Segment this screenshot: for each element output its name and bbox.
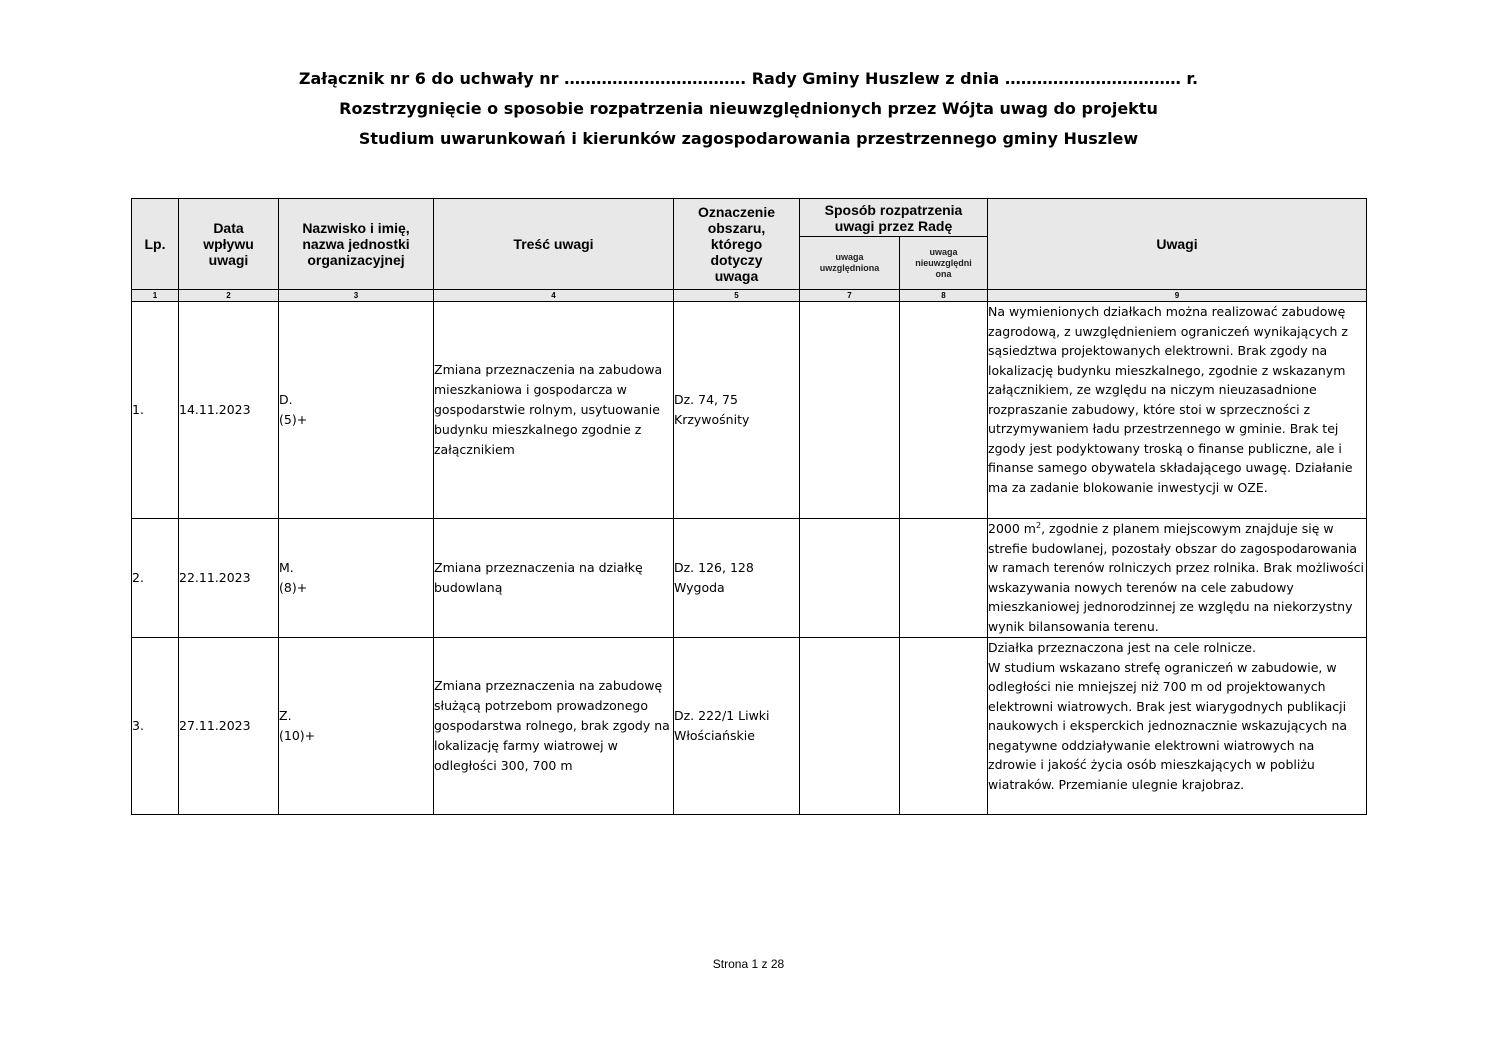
- remarks-area-unit-exp: 2: [1035, 520, 1042, 530]
- cell-remarks: [988, 519, 1367, 638]
- document-header: [0, 64, 1497, 154]
- name-text: Z.: [279, 708, 292, 723]
- table-row: [132, 638, 1367, 815]
- attachment-title: Załącznik nr 6 do uchwały nr ……………………………. Rady Gminy Huszlew z dnia …………………………… r.: [298, 69, 1199, 88]
- table-row: [132, 519, 1367, 638]
- cell-name: [279, 519, 434, 638]
- name-ref: (5)+: [279, 412, 308, 427]
- name-ref: (10)+: [279, 728, 316, 743]
- cell-accepted: [800, 519, 900, 638]
- header-area: Oznaczenie obszaru, którego dotyczy uwaga: [674, 199, 800, 290]
- cell-rejected: [900, 519, 988, 638]
- page-number: Strona 1 z 28: [712, 957, 785, 971]
- cell-area: Dz. 222/1 Liwki Włościańskie: [674, 638, 800, 815]
- cell-rejected: [900, 302, 988, 519]
- table-row: [132, 302, 1367, 519]
- cell-area: Dz. 126, 128 Wygoda: [674, 519, 800, 638]
- column-numbers-row: [132, 290, 1367, 302]
- cell-date: 22.11.2023: [179, 519, 279, 638]
- decision-title: Rozstrzygnięcie o sposobie rozpatrzenia nieuwzględnionych przez Wójta uwag do projektu: [339, 99, 1158, 118]
- header-content: Treść uwagi: [434, 199, 674, 290]
- remarks-text-2: W studium wskazano strefę ograniczeń w zabudowie, w odległości nie mniejszej niż 700 m od projektowanych elektrowni wiatrowych. Brak jest wiarygodnych publikacji naukowych i eksperckich jednoznacznie wskazujących na negatywne oddziaływanie elektrowni wiatrowych na zdrowie i jakość życia osób mieszkających w pobliżu wiatraków. Przemianie ulegnie krajobraz.: [988, 659, 1348, 792]
- remarks-area-value: 2000 m: [988, 521, 1036, 536]
- study-title: Studium uwarunkowań i kierunków zagospodarowania przestrzennego gminy Huszlew: [358, 129, 1139, 148]
- header-remarks: Uwagi: [988, 199, 1367, 290]
- header-name: Nazwisko i imię, nazwa jednostki organizacyjnej: [279, 199, 434, 290]
- name-text: M.: [279, 560, 294, 575]
- cell-accepted: [800, 302, 900, 519]
- header-row: [132, 199, 1367, 237]
- cell-content: Zmiana przeznaczenia na zabudowę służącą potrzebom prowadzonego gospodarstwa rolnego, brak zgody na lokalizację farmy wiatrowej w odległości 300, 700 m: [434, 638, 674, 815]
- header-lp: Lp.: [132, 199, 179, 290]
- column-number: 5: [674, 290, 800, 302]
- column-number: 2: [179, 290, 279, 302]
- cell-content: Zmiana przeznaczenia na działkę budowlaną: [434, 519, 674, 638]
- cell-lp: 3.: [132, 638, 179, 815]
- cell-accepted: [800, 638, 900, 815]
- header-date: Data wpływu uwagi: [179, 199, 279, 290]
- cell-remarks: Na wymienionych działkach można realizować zabudowę zagrodową, z uwzględnieniem ograniczeń wynikających z sąsiedztwa projektowanych elektrowni. Brak zgody na lokalizację budynku mieszkalnego, zgodnie z wskazanym załącznikiem, ze względu na niczym nieuzasadnione rozpraszanie zabudowy, które stoi w sprzeczności z utrzymywaniem ładu przestrzennego w gminie. Brak tej zgody jest podyktowany troską o finanse publiczne, ale i finanse samego obywatela składającego uwagę. Działanie ma za zadanie blokowanie inwestycji w OZE.: [988, 302, 1367, 519]
- name-text: D.: [279, 392, 293, 407]
- column-number: 9: [988, 290, 1367, 302]
- cell-date: 14.11.2023: [179, 302, 279, 519]
- column-number: 1: [132, 290, 179, 302]
- cell-lp: 1.: [132, 302, 179, 519]
- header-method: Sposób rozpatrzenia uwagi przez Radę: [800, 199, 988, 237]
- cell-remarks: [988, 638, 1367, 815]
- column-number: 8: [900, 290, 988, 302]
- cell-date: 27.11.2023: [179, 638, 279, 815]
- remarks-text: Działka przeznaczona jest na cele rolnicze.: [988, 640, 1256, 655]
- name-ref: (8)+: [279, 580, 308, 595]
- cell-name: [279, 638, 434, 815]
- remarks-text: , zgodnie z planem miejscowym znajduje się w strefie budowlanej, pozostały obszar do zagospodarowania w ramach terenów rolniczych przez rolnika. Brak możliwości wskazywania nowych terenów na cele zabudowy mieszkaniowej jednorodzinnej ze względu na niekorzystny wynik bilansowania terenu.: [988, 521, 1365, 634]
- remarks-table: [131, 198, 1367, 815]
- column-number: 4: [434, 290, 674, 302]
- column-number: 7: [800, 290, 900, 302]
- header-rejected: uwaga nieuwzględni ona: [900, 237, 988, 290]
- header-accepted: uwaga uwzględniona: [800, 237, 900, 290]
- cell-name: [279, 302, 434, 519]
- cell-content: Zmiana przeznaczenia na zabudowa mieszkaniowa i gospodarcza w gospodarstwie rolnym, usytuowanie budynku mieszkalnego zgodnie z załącznikiem: [434, 302, 674, 519]
- cell-area: Dz. 74, 75 Krzywośnity: [674, 302, 800, 519]
- column-number: 3: [279, 290, 434, 302]
- cell-lp: 2.: [132, 519, 179, 638]
- cell-rejected: [900, 638, 988, 815]
